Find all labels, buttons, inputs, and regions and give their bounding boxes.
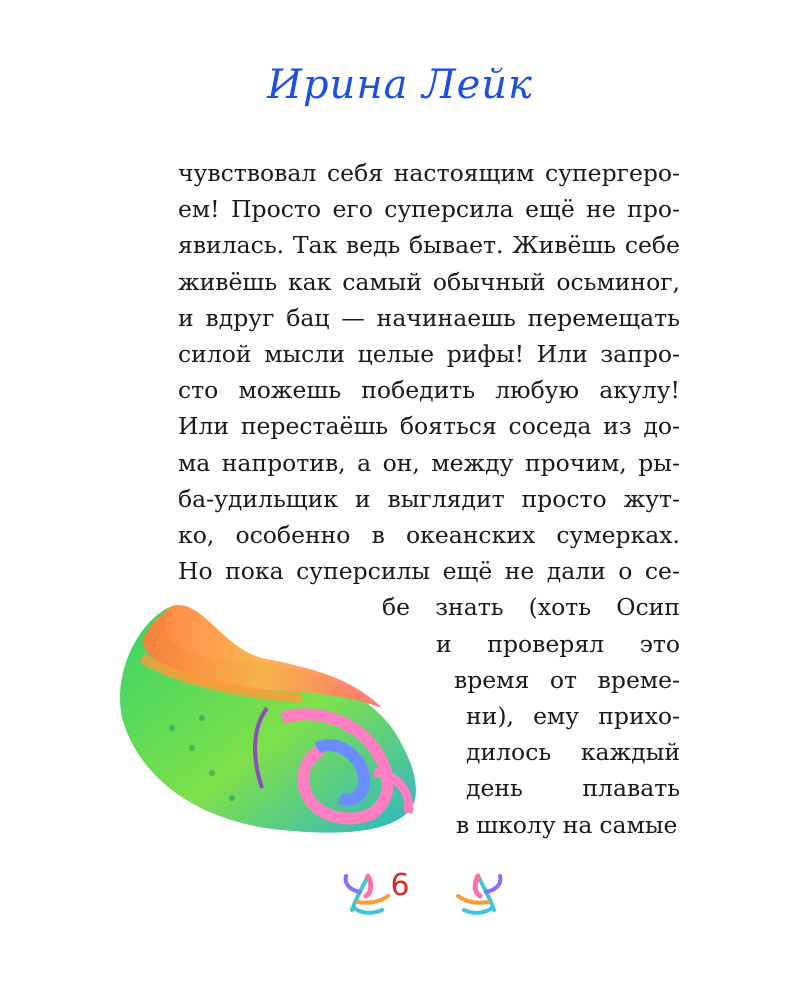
word: сумерках. [556, 521, 680, 549]
text-line [178, 336, 680, 372]
word: можешь [238, 376, 342, 405]
word: сто [178, 376, 219, 405]
word: из [603, 412, 632, 441]
author-name: Ирина Лейк [267, 62, 533, 108]
word: ма [178, 448, 211, 477]
word: дилось [466, 738, 552, 767]
word: особенно [235, 521, 351, 549]
word: время [454, 665, 530, 694]
word: ры- [638, 448, 680, 477]
word: перестаёшь [240, 412, 389, 441]
word: Осип [616, 593, 680, 622]
word: просто [521, 484, 607, 513]
word: а [357, 448, 372, 477]
word: соседа [508, 412, 592, 441]
word: дали [546, 557, 606, 586]
word: ба-удильщик [178, 484, 338, 513]
word: — [341, 303, 365, 332]
word: мысли [264, 340, 345, 368]
word: победить [361, 376, 476, 405]
word: ко, [178, 521, 215, 549]
text-line [178, 372, 680, 408]
text-line [466, 698, 680, 734]
text-line [178, 155, 680, 191]
word: и [178, 303, 194, 332]
word: ему [533, 702, 580, 730]
word: ведь [345, 231, 401, 260]
word: супергеро- [545, 159, 680, 187]
text-line [178, 408, 680, 444]
word: самый [342, 267, 423, 296]
word: време- [597, 665, 680, 694]
text-line [178, 481, 680, 517]
text-line [178, 264, 680, 300]
text-line [436, 626, 680, 662]
word: он, [382, 448, 420, 477]
word: это [639, 629, 680, 658]
word: ещё [442, 557, 493, 586]
word: ем! [178, 195, 220, 224]
word: знать [435, 593, 504, 622]
word: как [287, 267, 332, 296]
text-line [466, 770, 680, 806]
word: се- [644, 557, 680, 586]
word: о [618, 557, 633, 586]
word: бац [286, 303, 330, 332]
word: вдруг [205, 303, 275, 332]
word: целые [357, 340, 435, 368]
text-line [178, 227, 680, 263]
word: бе [382, 593, 411, 622]
word: на [562, 810, 593, 839]
word: запро- [600, 340, 680, 368]
word: океанских [406, 521, 536, 549]
word: себя [327, 159, 384, 187]
word: выглядит [387, 484, 505, 513]
word: бояться [399, 412, 497, 441]
word: до- [643, 412, 680, 441]
text-line [456, 807, 680, 843]
word: прихо- [598, 702, 680, 730]
word: самые [599, 810, 678, 839]
word: в [456, 810, 470, 839]
word: обычный [432, 267, 546, 296]
word: явилась. [178, 231, 285, 260]
seashell-illustration [112, 598, 442, 838]
word: не [586, 195, 616, 224]
word: рифы! [446, 340, 525, 368]
text-line [178, 445, 680, 481]
word: бывает. [409, 231, 504, 260]
word: про- [627, 195, 680, 224]
word: жут- [623, 484, 680, 513]
right-ornament [448, 862, 508, 918]
text-line [454, 662, 680, 698]
word: прочим, [524, 448, 627, 477]
word: акулу! [599, 376, 680, 405]
word: суперсилы [296, 557, 431, 586]
word: его [332, 195, 373, 224]
text-line [178, 191, 680, 227]
word: перемещать [527, 303, 680, 332]
word: настоящим [393, 159, 535, 187]
word: себе [624, 231, 680, 260]
page-number: 6 [390, 868, 410, 903]
word: Или [178, 412, 230, 441]
word: проверял [487, 629, 605, 658]
word: Но [178, 557, 213, 586]
word: школу [476, 810, 556, 839]
word: ни), [466, 702, 514, 730]
word: день [466, 774, 523, 803]
word: каждый [580, 738, 680, 767]
word: (хоть [528, 593, 592, 622]
text-line [178, 517, 680, 553]
word: и [436, 629, 452, 658]
word: чувствовал [178, 159, 317, 187]
word: не [504, 557, 535, 586]
word: напротив, [221, 448, 346, 477]
word: начинаешь [376, 303, 516, 332]
word: пока [225, 557, 284, 586]
word: суперсила [384, 195, 514, 224]
word: между [431, 448, 514, 477]
word: любую [495, 376, 580, 405]
word: от [549, 665, 578, 694]
word: осьминог, [556, 267, 680, 296]
word: Живёшь [512, 231, 617, 260]
word: в [371, 521, 385, 549]
text-line [178, 553, 680, 589]
text-line [178, 300, 680, 336]
text-line [466, 734, 680, 770]
word: Или [536, 340, 588, 368]
word: живёшь [178, 267, 278, 296]
word: и [354, 484, 371, 513]
word: плавать [582, 774, 680, 803]
word: силой [178, 340, 252, 368]
word: ещё [525, 195, 575, 224]
word: Так [292, 231, 338, 260]
word: Просто [231, 195, 322, 224]
